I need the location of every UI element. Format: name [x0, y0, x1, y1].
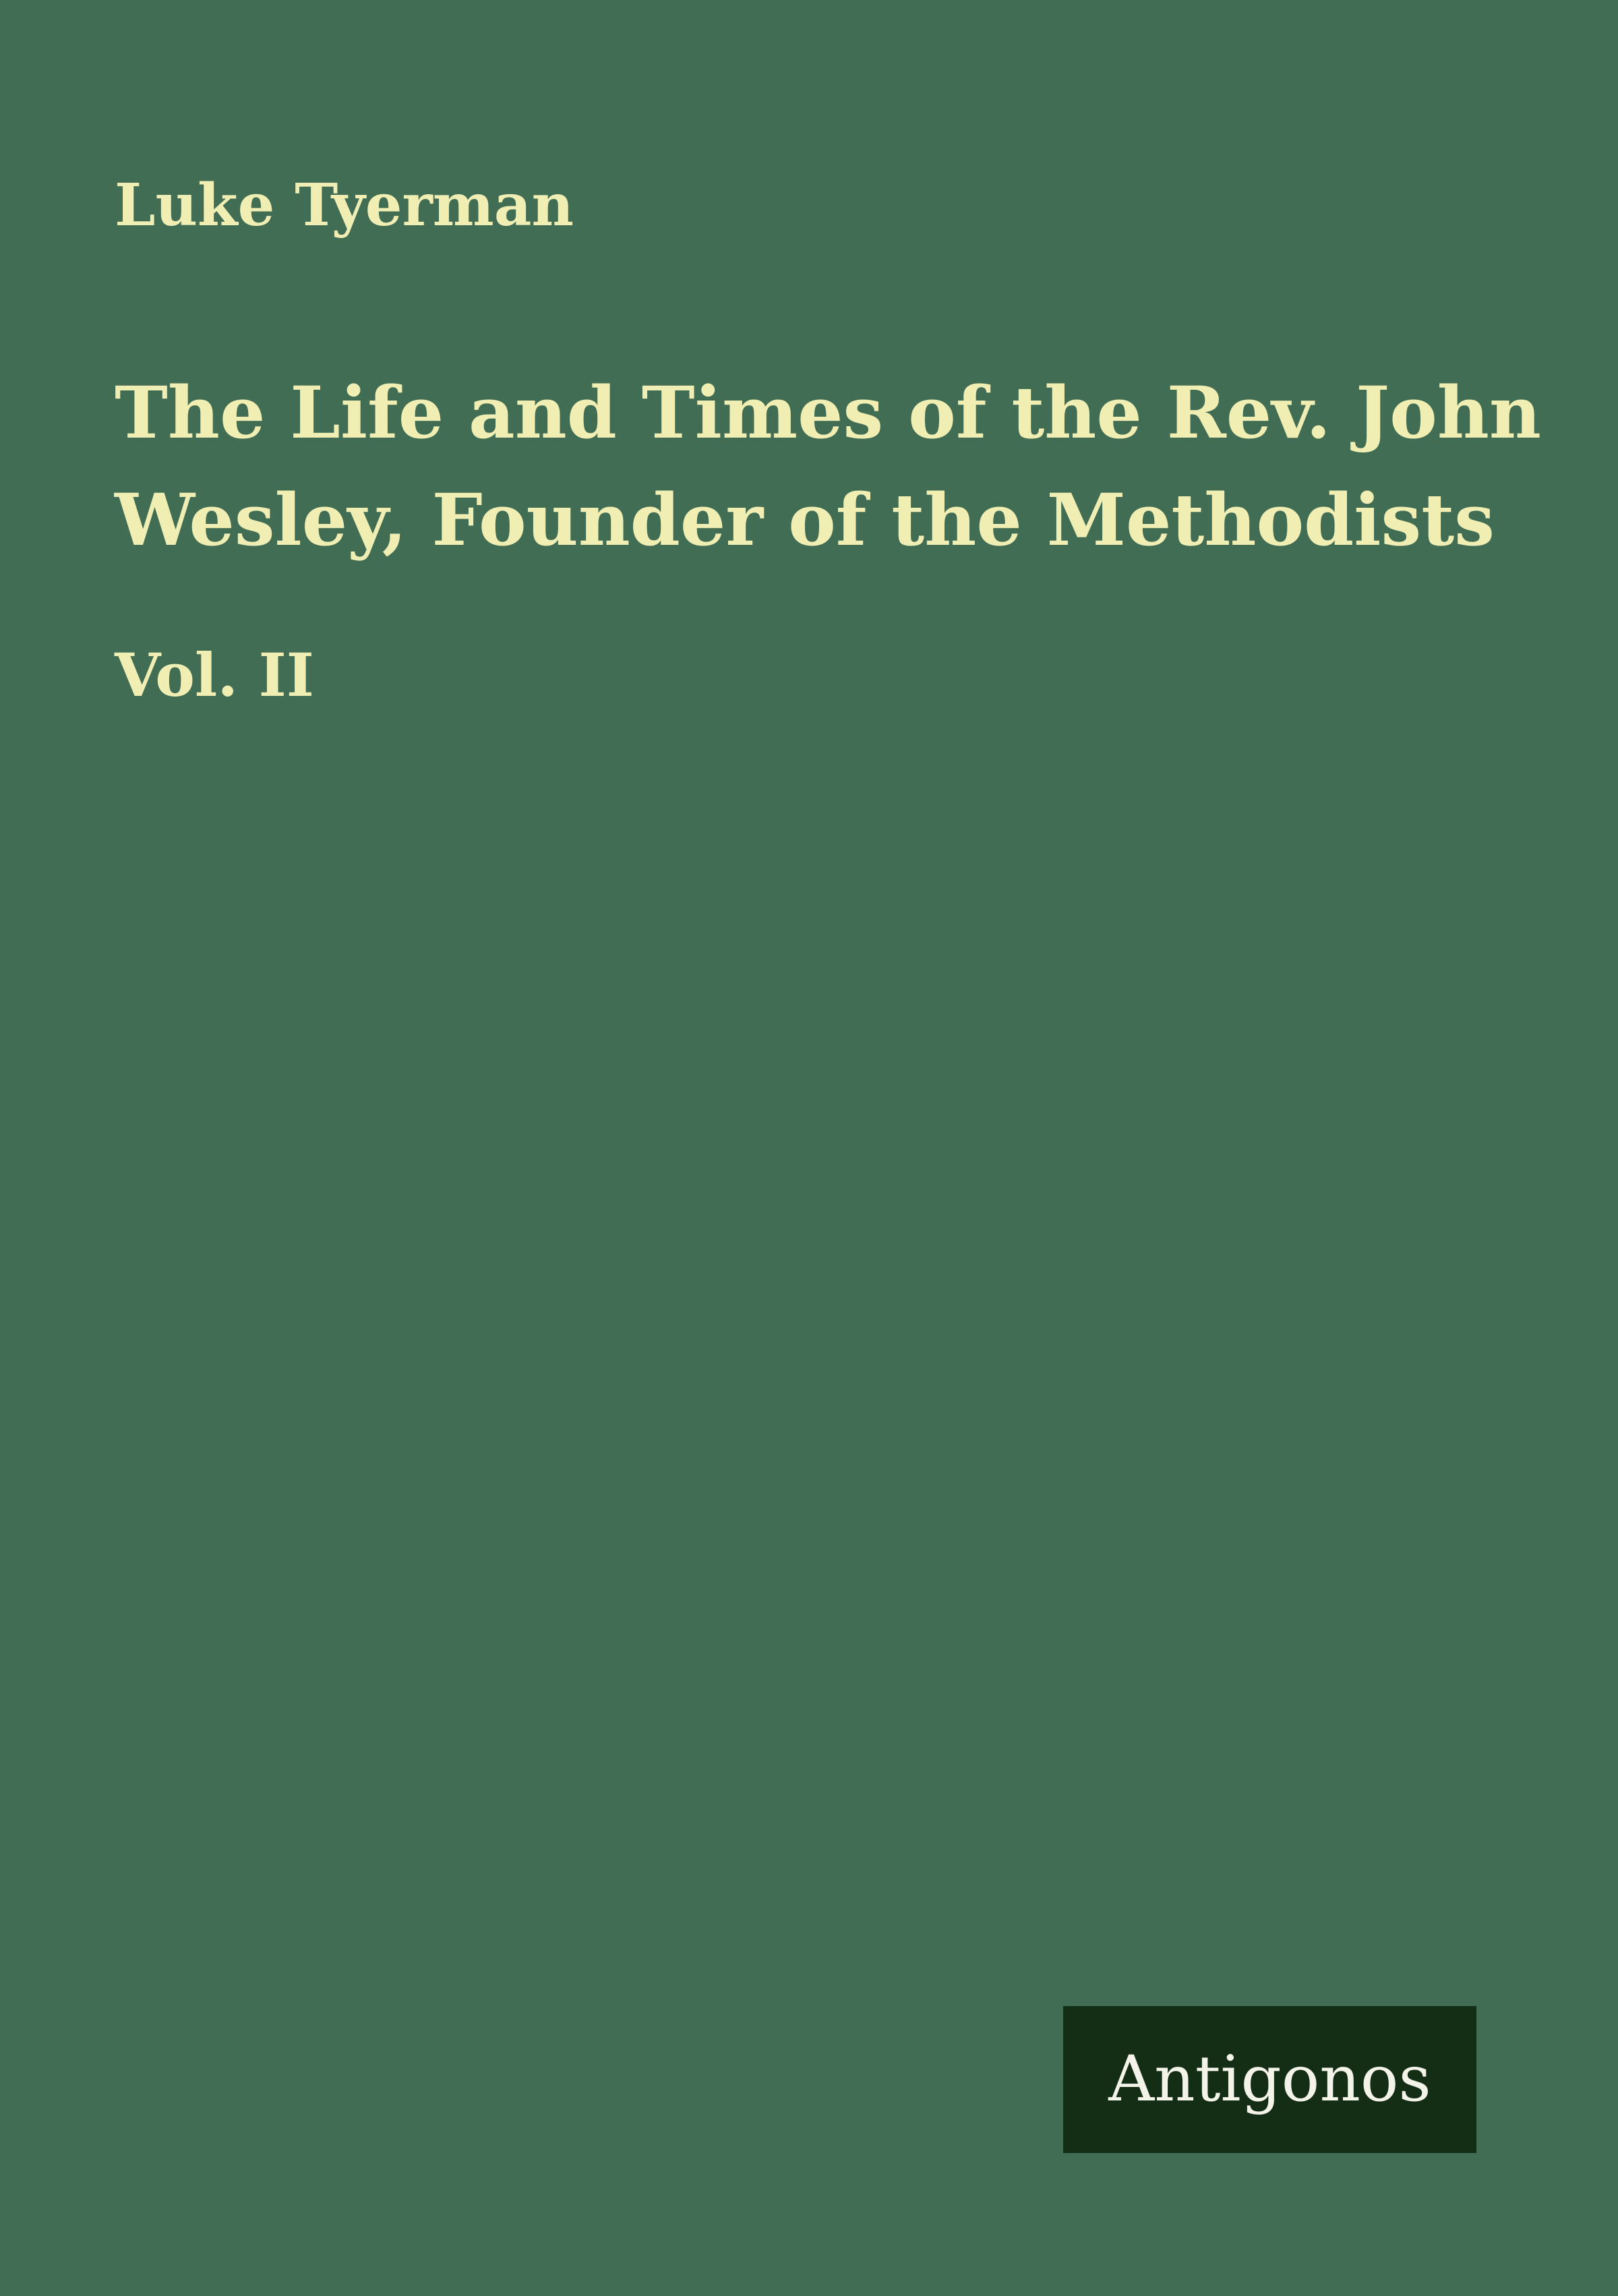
book-title-line-1: The Life and Times of the Rev. John [115, 370, 1541, 454]
publisher-name: Antigonos [1108, 2042, 1431, 2116]
book-title [115, 359, 1541, 573]
volume-subtitle: Vol. II [115, 640, 314, 710]
publisher-logo-box [1063, 2006, 1476, 2153]
author-name: Luke Tyerman [115, 171, 574, 239]
book-title-line-2: Wesley, Founder of the Methodists [115, 477, 1495, 562]
